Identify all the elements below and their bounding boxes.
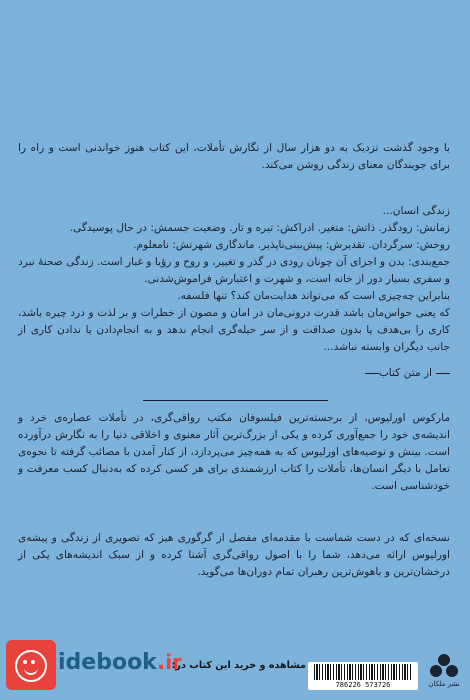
publisher-dot-left [430, 665, 442, 677]
quote-line-5: بنابراین چه‌چیزی است که می‌تواند هدایت‌مان کند؟ تنها فلسفه. [177, 290, 450, 302]
quote-line-6: که یعنی حواس‌مان باشد قدرت درونی‌مان در امان و مصون از خطرات و بر لذت و درد چیره باشد، کاری را بی‌هدف یا بدون صداقت و از سر حیله‌گری انجام ندهد و به انجام‌دادن یا ندادن کاری از جانب دیگران وابسته نباشد... [18, 307, 450, 353]
quote-line-2: زمانش: زودگذر. ذاتش: متغیر. ادراکش: تیره و تار. وضعیت جسمش: در حال پوسیدگی. [69, 222, 450, 234]
idebook-logo [6, 640, 56, 690]
publisher-mark-icon [430, 654, 458, 678]
eye-left [23, 660, 27, 664]
barcode-number: 786226 573726 [335, 681, 391, 689]
site-dot: . [156, 650, 166, 675]
eye-right [31, 660, 35, 664]
publisher-dot-top [438, 654, 450, 666]
section-divider [143, 400, 328, 401]
about-text: مارکوس اورلیوس، از برجسته‌ترین فیلسوفان مکتب رواقی‌گری، در تأملات عصاره‌ی خرد و اندیشه‌ی خود را جمع‌آوری کرده و یکی از بزرگ‌ترین آثار معنوی و اخلاقی دنیا را به نگارش درآورده است. بینش و توصیه‌های اورلیوس که به همه‌چیز می‌پردازد، از کنار آمدن با مصائب گرفته تا نحوه‌ی تعامل با دیگر انسان‌ها، تأملات را کتاب ارزشمندی برای هر کسی کرده که به‌دنبال کسب معرفت و خودشناسی است. [18, 412, 450, 492]
quote-line-1: زندگی انسان... [382, 205, 450, 217]
quote-line-4: جمع‌بندی: بدن و اجزای آن چونان رودی در گذر و تغییر، و روح و رؤیا و غبار است. زندگی صحنهٔ نبرد و سفری بسیار دور از خانه است، و شهرت و اعتبارش فراموش‌شدنی. [18, 256, 450, 285]
quote-source [18, 365, 450, 381]
edition-text: نسخه‌ای که در دست شماست با مقدمه‌ای مفصل از گرگوری هیز که تصویری از زندگی و پیشه‌ی اورلیوس ارائه می‌دهد، شما را با اصول رواقی‌گری آشنا کرده و از سبک اندیشه‌های یکی از درخشان‌ترین و باهوش‌ترین رهبران تمام دوران‌ها می‌گوید. [18, 532, 450, 578]
publisher-name: نشر ملکان [428, 680, 460, 688]
buy-text: مشاهده و خرید این کتاب در: [171, 660, 306, 671]
about-paragraph [18, 410, 450, 495]
smile-icon [15, 650, 47, 682]
publisher-dot-right [446, 665, 458, 677]
quote-line-3: روحش: سرگردان. تقدیرش: پیش‌بینی‌ناپذیر. ماندگاری شهرتش: نامعلوم. [133, 239, 450, 251]
quote-block [18, 203, 450, 356]
site-tld: ir [165, 650, 182, 674]
edition-paragraph [18, 530, 450, 581]
barcode [308, 662, 418, 690]
publisher-logo [424, 654, 464, 694]
intro-paragraph [18, 140, 450, 174]
dash-line [436, 373, 450, 374]
intro-text: با وجود گذشت نزدیک به دو هزار سال از نگارش تأملات، این کتاب هنوز خواندنی است و راه را برای جویندگان معنای زندگی روشن می‌کند. [18, 142, 450, 171]
barcode-bars [314, 664, 412, 680]
mouth [24, 667, 38, 675]
dash-line-end [365, 373, 379, 374]
quote-source-text: از متن کتاب [378, 367, 432, 379]
site-name-main: idebook [58, 650, 157, 675]
